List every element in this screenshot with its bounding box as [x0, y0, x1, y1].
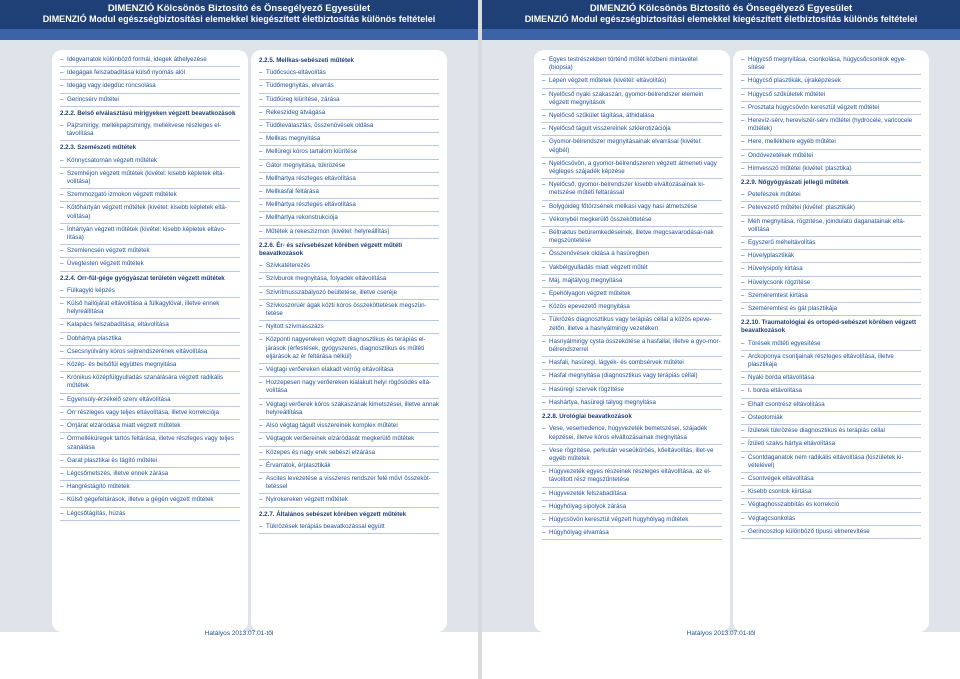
- list-item: – Hangréstágító műtétek: [60, 481, 240, 494]
- header-band: [482, 29, 960, 40]
- list-item: – Központi nagyereken végzett diagnosztikus és terápiás el-járások (érfestések, gyógyszeres, diagnosztikus és műtéti eljárások az ér feltárása nélkül): [259, 334, 439, 364]
- list-item: – Tükrözések terápiás beavatkozással együtt: [259, 521, 439, 534]
- list-item: – Csontvégek eltávolítása: [741, 473, 921, 486]
- list-item: – Végtagi verőerek kóros szakaszának kimetszései, illetve annak helyreállítása: [259, 399, 439, 420]
- list-item: – Hüvelyplasztikák: [741, 250, 921, 263]
- list-item: – Csecsnyúlvány kóros sejtrendszerének eltávolítása: [60, 346, 240, 359]
- list-item: – Osteotomiák: [741, 412, 921, 425]
- list-item: – Hasnyálmirigy cysta összekötése a hasfallal, illetve a gyo-mor-bélrendszerrel: [542, 336, 722, 357]
- list-item: – Közepes és nagy erek sebészi elzárása: [259, 447, 439, 460]
- list-item: – Tüdőmegnyitás, elvarrás: [259, 80, 439, 93]
- list-item: – Törések műtéti egyesítése: [741, 338, 921, 351]
- list-item: – Elhalt csontrész eltávolítása: [741, 399, 921, 412]
- list-item: – Gerincoszlop különböző típusú elmerevítése: [741, 526, 921, 539]
- list-item: – Húgyvezeték felszabadítása: [542, 488, 722, 501]
- list-item: – Húgycső megnyitása, csonkolása, húgycsőcsonkok egye-sítése: [741, 54, 921, 75]
- section-heading: 2.2.2. Belső elválasztású mirigyeken végzett beavatkozások: [60, 109, 236, 117]
- list-item: – Tükrözés diagnosztikus vagy terápiás céllal a közös epeve-zetőn, illetve a hasnyálmirigy vezetéken: [542, 314, 722, 335]
- header-subtitle: DIMENZIÓ Modul egészségbiztosítási elemekkel kiegészített életbiztosítás különös feltételei: [524, 14, 918, 24]
- list-item: – Külső hallójárat eltávolítása a fülkagylóval, illetve ennek helyreállítása: [60, 298, 240, 319]
- list-item: – Garat plasztikai és tágító műtétei: [60, 455, 240, 468]
- list-item: – Csontdaganatok nem radikális eltávolítása (kiszületek ki-vételével): [741, 452, 921, 473]
- list-item: – Orr részleges vagy teljes eltávolítása, illetve korrekciója: [60, 407, 240, 420]
- page-left: [0, 0, 478, 679]
- list-item: – Nyelőcső szűkület tágítása, áthidalása: [542, 110, 722, 123]
- list-item: – Összenövések oldása a hasüregben: [542, 248, 722, 261]
- list-item: – Tüdőcsúcs-eltávolítás: [259, 67, 439, 80]
- list-item: – Idegágak felszabadítása külső nyomás alól: [60, 67, 240, 80]
- list-item: – Tüdőüreg kiürítése, zárása: [259, 94, 439, 107]
- list-item: – Pajzsmirigy, mellékpajzsmirigy, mellékvese részleges el-távolítása: [60, 120, 240, 141]
- list-item: – Here, mellékhere egyéb műtétei: [741, 136, 921, 149]
- list-item: – Könnycsatornán végzett műtétek: [60, 155, 240, 168]
- list-item: – Lépen végzett műtétek (kivétel: eltávolítás): [542, 75, 722, 88]
- list-item: – Méh megnyitása, rögzítése, jóindulatú daganatainak eltá-volítása: [741, 216, 921, 237]
- list-item: – Közép- és belsőfül együttes megnyitása: [60, 359, 240, 372]
- list-item: – Gátor megnyitása, tükrözése: [259, 160, 439, 173]
- list-item: – Bolygóideg főtörzsének melkasi vagy hasi átmetszése: [542, 201, 722, 214]
- list-item: – Szemhéjon végzett műtétek (kivétel: kisebb képletek eltá-volítása): [60, 168, 240, 189]
- list-item: – Szívritmusszabályozó beültetése, illetve cseréje: [259, 287, 439, 300]
- list-item: – Gerincsérv műtétei: [60, 94, 240, 107]
- list-item: – Mellkasfal feltárása: [259, 186, 439, 199]
- page-footer: Hatályos 2013.07.01-től: [686, 630, 756, 637]
- column: [52, 50, 248, 632]
- list-item: – Hasüregi szervek rögzítése: [542, 384, 722, 397]
- list-item: – Máj, májtályog megnyitása: [542, 275, 722, 288]
- list-item: – Alsó végtag tágult visszereinek komplex műtétei: [259, 420, 439, 433]
- list-item: – Egyszerű méheltávolítás: [741, 237, 921, 250]
- list-item: – Herevíz-sérv, hereviszér-sérv műtétei (hydrocele, varicocele műtétek): [741, 115, 921, 136]
- list-item: – Húgycső szűkületek műtétei: [741, 89, 921, 102]
- list-item: – Végtagcsonkolás: [741, 513, 921, 526]
- list-item: – Petefészek műtétei: [741, 189, 921, 202]
- list-item: – Húgyhólyag sipolyok zárása: [542, 501, 722, 514]
- section-heading: 2.2.9. Nőgyógyászati jellegű műtétek: [741, 179, 849, 187]
- list-item: – Kisebb csontok kiirtása: [741, 486, 921, 499]
- header-title: DIMENZIÓ Kölcsönös Biztosító és Önsegélyező Egyesület: [589, 3, 853, 14]
- list-item: – Béltraktus betüremkedéseinek, illetve megcsavarodásai-nak megszüntetése: [542, 227, 722, 248]
- list-item: – Ascites levezetése a visszeres rendszer felé műví összeköt-tetéssel: [259, 473, 439, 494]
- list-item: – Szívburok megnyitása, folyadék eltávolítása: [259, 273, 439, 286]
- section-heading: 2.2.7. Általános sebészet körében végzett műtétek: [259, 510, 407, 518]
- list-item: – Nyelőcsövön, a gyomor-bélrendszeren végzett átmeneti vagy végleges szájadék képzése: [542, 158, 722, 179]
- header-band: [0, 29, 478, 40]
- list-item: – Hozzepesen nagy verőereken kialakult helyi rögösödés eltá-volítása: [259, 377, 439, 398]
- section-heading: 2.2.4. Orr-fül-gége gyógyászat területén végzett műtétek: [60, 274, 225, 282]
- list-item: – Vékonybél megkerülő összeköttetése: [542, 214, 722, 227]
- list-item: – Légcsőmetszés, illetve ennek zárása: [60, 468, 240, 481]
- list-item: – Arckoponya csontjainak részleges eltávolítása, illetve plasztikája: [741, 351, 921, 372]
- column: [251, 50, 447, 632]
- list-item: – Hashártya, hasüregi tályog megnyitása: [542, 397, 722, 410]
- list-item: – Ízületek tükrözése diagnosztikus és terápiás céllal: [741, 425, 921, 438]
- list-item: – Mellkas megnyitása: [259, 133, 439, 146]
- list-item: – Végtagok verőereinek elzáródását megkerülő műtétek: [259, 433, 439, 446]
- list-item: – Húgyhólyag elvarrása: [542, 527, 722, 540]
- list-item: – Egyes testrészekben történő műtét közbeni mintavétel (biopsia): [542, 54, 722, 75]
- page-footer: Hatályos 2013.07.01-től: [204, 630, 274, 637]
- list-item: – Petevezető műtétei (kivétel: plasztikák): [741, 202, 921, 215]
- list-item: – Mellüregi kóros tartalom kiürítése: [259, 146, 439, 159]
- column: [733, 50, 929, 632]
- list-item: – Nyelőcső nyaki szakaszán, gyomor-bélrendszer elemein végzett megnyitások: [542, 89, 722, 110]
- list-item: – Epehólyagon végzett műtétek: [542, 288, 722, 301]
- list-item: – Szemmozgató izmokon végzett műtétek: [60, 189, 240, 202]
- list-item: – Orrmelléküregek tartós feltárása, illetve részleges vagy teljes szanálása: [60, 433, 240, 454]
- header-subtitle: DIMENZIÓ Modul egészségbiztosítási elemekkel kiegészített életbiztosítás különös feltételei: [42, 14, 436, 24]
- list-item: – Mellhártya részleges eltávolítása: [259, 173, 439, 186]
- list-item: – Szívkatéterezés: [259, 260, 439, 273]
- list-item: – Nyelőcső tágult visszereinek szklerotizációja: [542, 123, 722, 136]
- list-item: – Prosztata húgycsövön keresztül végzett műtétei: [741, 102, 921, 115]
- list-item: – Érvarratok, érplasztikák: [259, 460, 439, 473]
- list-item: – Orrjárat elzáródása miatt végzett műtétek: [60, 420, 240, 433]
- list-item: – Vese rögzítése, perkután veseüköröés, kőeltávolítás, illet-ve egyéb műtétek: [542, 445, 722, 466]
- list-item: – I. borda eltávolítása: [741, 385, 921, 398]
- list-item: – Húgyvezeték egyes részeinek részleges eltávolítása, az el-távolított rész megszűntetése: [542, 466, 722, 487]
- header-title: DIMENZIÓ Kölcsönös Biztosító és Önsegélyező Egyesület: [107, 3, 371, 14]
- list-item: – Szemlencsén végzett műtétek: [60, 245, 240, 258]
- list-item: – Külső gégefeltárások, illetve a gégén végzett műtétek: [60, 494, 240, 507]
- list-item: – Idegág vagy idegdúc roncsolása: [60, 80, 240, 93]
- list-item: – Vakbélgyulladás miatt végzett műtét: [542, 262, 722, 275]
- list-item: – Műtétek a rekeszizmon (kivétel: helyreállítás): [259, 226, 439, 239]
- page-right: [482, 0, 960, 679]
- list-item: – Szeméremtest kirtása: [741, 290, 921, 303]
- list-item: – Húgycsövön keresztül végzett húgyhólyag műtétek: [542, 514, 722, 527]
- list-item: – Nyirokereken végzett műtétek: [259, 494, 439, 507]
- list-item: – Hüvelycsonk rögzítése: [741, 277, 921, 290]
- list-item: – Üvegtesten végzett műtétek: [60, 258, 240, 271]
- list-item: – Ondóvezetékek műtétei: [741, 150, 921, 163]
- list-item: – Légcsőtágítás, húzás: [60, 508, 240, 521]
- list-item: – Krónikus középfülgyulladás szanálására végzett radikális műtétek: [60, 372, 240, 393]
- page-header: [0, 0, 478, 29]
- list-item: – Hasfali, hasüregi, lágyék- és combsérvek műtétei: [542, 357, 722, 370]
- list-item: – Nyitott szívmasszázs: [259, 321, 439, 334]
- section-heading: 2.2.5. Mellkas-sebészeti műtétek: [259, 57, 354, 64]
- list-item: – Szeméremtest és gát plasztikája: [741, 303, 921, 316]
- list-item: – Hüvelysipoly kirtása: [741, 263, 921, 276]
- list-item: – Idegvarratok különböző formái, idegek áthelyezése: [60, 54, 240, 67]
- section-heading: 2.2.10. Traumatológiai és ortopéd-sebészet körében végzett beavatkozások: [741, 319, 917, 335]
- list-item: – Mellhártya részleges eltávolítása: [259, 199, 439, 212]
- list-item: – Kötőhártyán végzett műtétek (kivétel: kisebb képletek eltá-volítása): [60, 202, 240, 223]
- list-item: – Nyaki borda eltávolítása: [741, 372, 921, 385]
- list-item: – Gyomor-bélrendszer megnyitásainak elvarrásai (kivétel: végbél): [542, 136, 722, 157]
- page-header: [482, 0, 960, 29]
- list-item: – Nyelőcső, gyomor-bélrendszer kisebb elváltozásainak ki-metszése műtéti feltárással: [542, 179, 722, 200]
- section-heading: 2.2.6. Ér- és szívsebészet körében végzett műtéti beavatkozások: [259, 241, 403, 258]
- list-item: – Szívkoszorúér ágak közti kóros összeköttetések megszün-tetése: [259, 300, 439, 321]
- list-item: – Vese, vesemedence, húgyvezeték bemetszései, szájadék képzései, illetve kóros elváltozásainak megnyitása: [542, 423, 722, 444]
- list-item: – Kalapács felszabadítása, eltávolítása: [60, 319, 240, 332]
- list-item: – Rekeszideg átvágása: [259, 107, 439, 120]
- list-item: – Hasfal megnyitása (diagnosztikus vagy terápiás céllal): [542, 370, 722, 383]
- list-item: – Hímvesszö műtétei (kivétel: plasztika): [741, 163, 921, 176]
- list-item: – Végtagi verőereken elakadt vérrög eltávolítása: [259, 364, 439, 377]
- column: [534, 50, 730, 632]
- section-heading: 2.2.3. Szemészeti műtétek: [60, 144, 137, 152]
- list-item: – Fülkagyló képzés: [60, 285, 240, 298]
- list-item: – Húgycső plasztikák, újraképzések: [741, 75, 921, 88]
- list-item: – Egyensúly-érzékelő szerv eltávolítása: [60, 394, 240, 407]
- section-heading: 2.2.8. Urológiai beavatkozások: [542, 413, 632, 421]
- list-item: – Tüdőleválasztás, összenövések oldása: [259, 120, 439, 133]
- list-item: – Ínhártyán végzett műtétek (kivétel: kisebb képletek eltávo-lítása): [60, 224, 240, 245]
- list-item: – Ízületi szalvs hártya eltávolítása: [741, 438, 921, 451]
- list-item: – Dobhártya plasztika: [60, 333, 240, 346]
- list-item: – Közös epevezető megnyitása: [542, 301, 722, 314]
- list-item: – Mellhártya rekonstrukciója: [259, 212, 439, 225]
- list-item: – Végtaghosszabbítás és korrekció: [741, 499, 921, 512]
